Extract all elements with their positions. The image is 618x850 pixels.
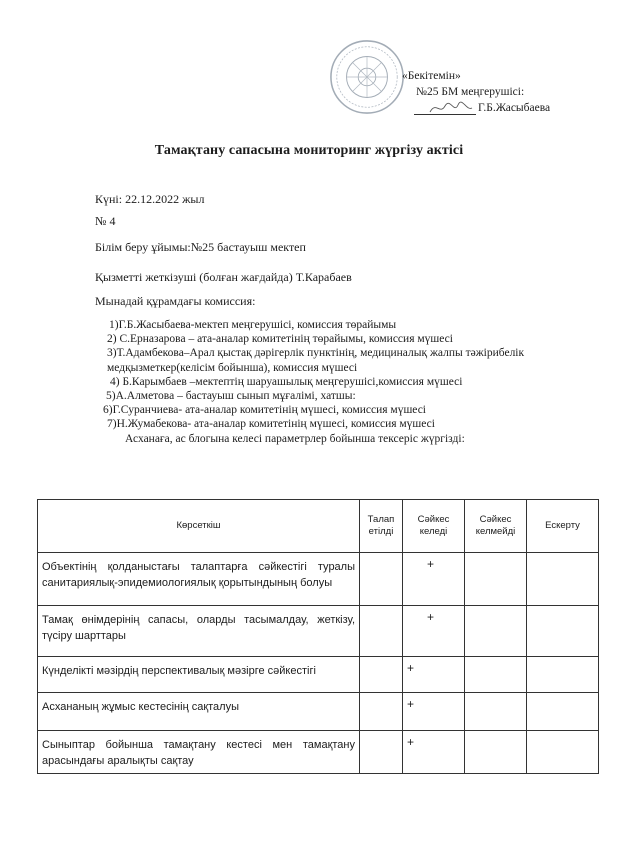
approval-signer-name: Г.Б.Жасыбаева [478,102,551,114]
approval-heading: «Бекітемін» [402,70,461,82]
table-row [38,657,599,693]
member-item: 5)А.Алметова – бастауыш сынып мұғалімі, хатшы: [106,390,356,403]
signature-scribble-icon [428,99,474,117]
approval-block [398,68,608,116]
number-line: № 4 [95,214,116,228]
table-header-row [38,500,599,553]
indicator-cell: Объектінің қолданыстағы талаптарға сәйкестігі туралы санитариялық-эпидемиологиялық қорытындының болуы [38,553,360,606]
non-compliant-cell [465,731,527,774]
member-item-continuation: медқызметкер(келісім бойынша), комиссия мүшесі [107,361,358,374]
official-seal-icon [328,38,406,116]
note-cell [527,693,599,731]
compliant-mark: + [403,606,465,657]
indicator-cell: Асхананың жұмыс кестесінің сақталуы [38,693,360,731]
required-cell [360,657,403,693]
table-row [38,606,599,657]
indicator-cell: Күнделікті мәзірдің перспективалық мәзірге сәйкестігі [38,657,360,693]
non-compliant-cell [465,657,527,693]
compliant-mark: + [403,657,465,693]
member-item: 3)Т.Адамбекова–Арал қыстақ дәрігерлік пунктінің, медициналық жалпы тәжірибелік [107,347,525,360]
required-cell [360,606,403,657]
indicator-cell: Тамақ өнімдерінің сапасы, оларды тасымалдау, жеткізу, түсіру шарттары [38,606,360,657]
required-cell [360,731,403,774]
required-cell [360,693,403,731]
member-item: 6)Г.Суранчиева- ата-аналар комитетінің мүшесі, комиссия мүшесі [103,404,426,417]
non-compliant-cell [465,606,527,657]
member-item: 7)Н.Жумабекова- ата-аналар комитетінің мүшесі, комиссия мүшесі [107,418,435,431]
note-cell [527,553,599,606]
table-row [38,693,599,731]
header-indicator: Көрсеткіш [38,500,360,553]
member-item: 2) С.Ерназарова – ата-аналар комитетінің төрайымы, комиссия мүшесі [107,333,453,346]
table-row [38,731,599,774]
approval-signature-row [398,100,608,116]
member-item: 1)Г.Б.Жасыбаева-мектеп меңгерушісі, комиссия төрайымы [109,319,397,331]
commission-members-list [103,318,603,446]
note-cell [527,606,599,657]
date-line: Күні: 22.12.2022 жыл [95,192,205,206]
compliant-mark: + [403,731,465,774]
supplier-line: Қызметті жеткізуші (болған жағдайда) Т.Карабаев [95,270,352,284]
compliant-mark: + [403,553,465,606]
table-row [38,553,599,606]
header-compliant: Сәйкес келеді [403,500,465,553]
non-compliant-cell [465,693,527,731]
organization-line: Білім беру ұйымы:№25 бастауыш мектеп [95,240,306,254]
commission-intro: Мынадай құрамдағы комиссия: [95,294,256,308]
header-non-compliant: Сәйкес келмейді [465,500,527,553]
document-title: Тамақтану сапасына мониторинг жүргізу актісі [154,143,464,158]
compliant-mark: + [403,693,465,731]
member-item: 4) Б.Карымбаев –мектептің шаруашылық меңгерушісі,комиссия мүшесі [110,375,463,388]
note-cell [527,731,599,774]
indicator-cell: Сыныптар бойынша тамақтану кестесі мен тамақтану арасындағы аралықты сақтау [38,731,360,774]
inspection-line: Асханаға, ас блогына келесі параметрлер бойынша тексеріс жүргізді: [125,432,465,445]
header-required: Талап етілді [360,500,403,553]
header-note: Ескерту [527,500,599,553]
approval-position: №25 БМ меңгерушісі: [416,86,525,98]
note-cell [527,657,599,693]
parameters-table [37,499,599,774]
required-cell [360,553,403,606]
non-compliant-cell [465,553,527,606]
